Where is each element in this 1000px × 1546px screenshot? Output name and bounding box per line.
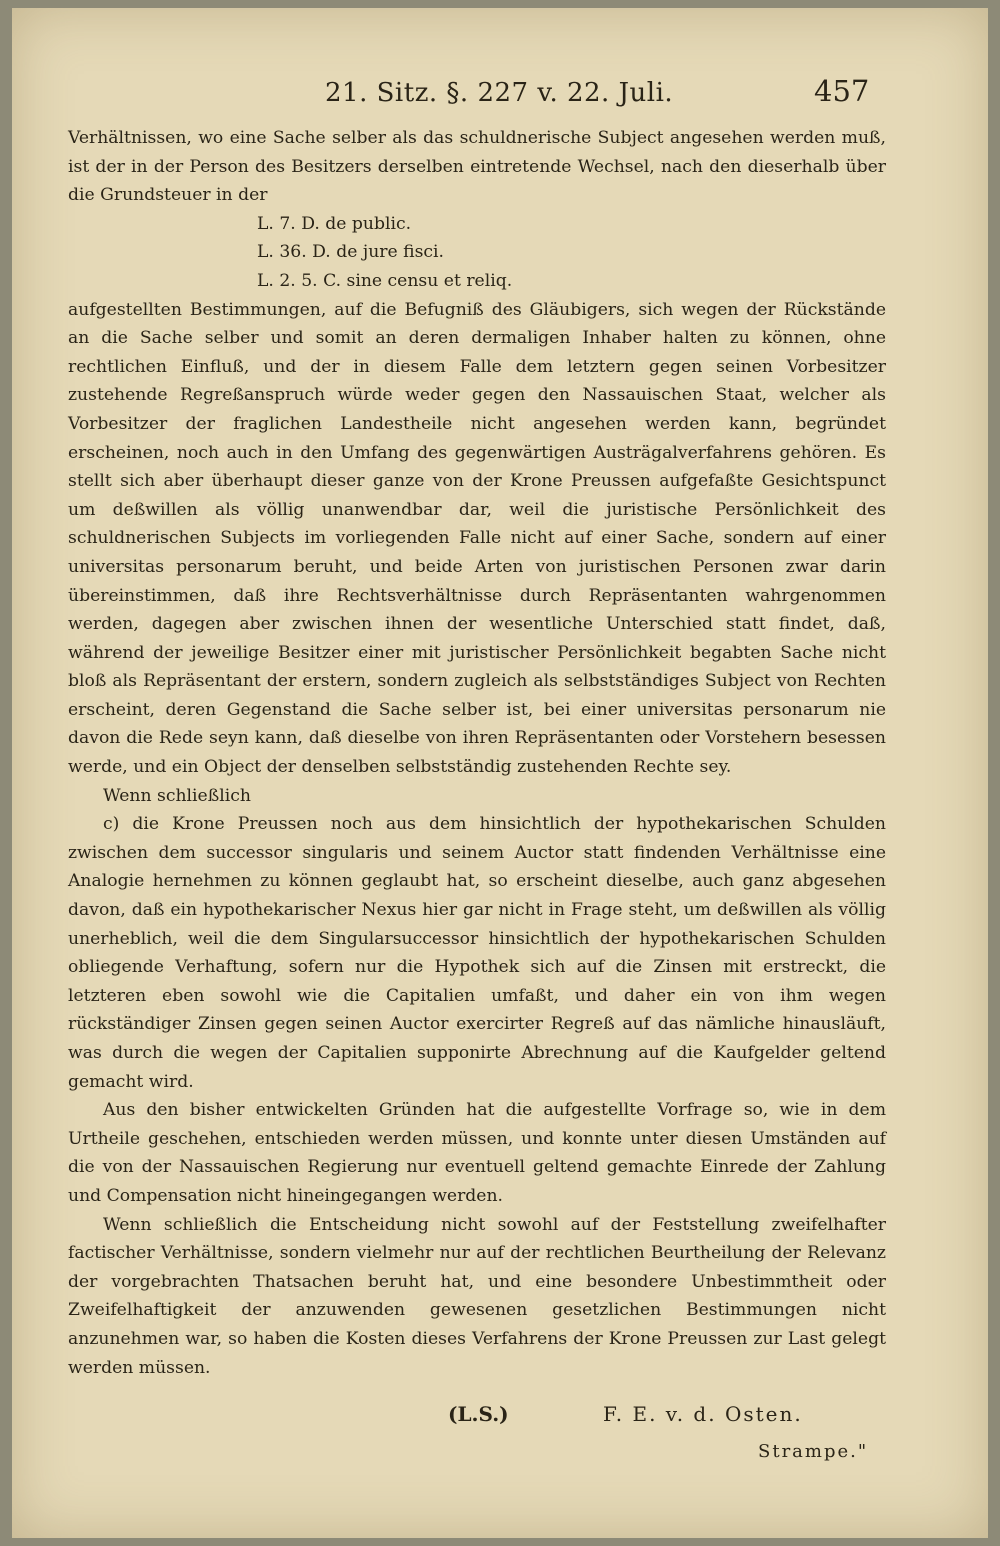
paragraph-2: aufgestellten Bestimmungen, auf die Befugniß des Gläubigers, sich wegen der Rückstände an die Sache selber und somit an deren dermaligen Inhaber halten zu können, ohne rechtlichen Einfluß, und der in diesem Falle dem letztern gegen seinen Vorbesitzer zustehende Regreßanspruch würde weder gegen den Nassauischen Staat, welcher als Vorbesitzer der fraglichen Landestheile nicht angesehen werden kann, begründet erscheinen, noch auch in den Umfang des gegenwärtigen Austrägalverfahrens gehören. Es stellt sich aber überhaupt dieser ganze von der Krone Preussen aufgefaßte Gesichtspunct um deßwillen als völlig unanwendbar dar, weil die juristische Persönlichkeit des schuldnerischen Subjects im vorliegenden Falle nicht auf einer Sache, sondern auf einer universitas personarum beruht, und beide Arten von juristischen Personen zwar darin übereinstimmen, daß ihre Rechtsverhältnisse durch Repräsentanten wahrgenommen werden, dagegen aber zwischen ihnen der wesentliche Unterschied statt findet, daß, während der jeweilige Besitzer einer mit juristischer Persönlichkeit begabten Sache nicht bloß als Repräsentant der erstern, sondern zugleich als selbstständiges Subject von Rechten erscheint, deren Gegenstand die Sache selber ist, bei einer universitas personarum nie davon die Rede seyn kann, daß dieselbe von ihren Repräsentanten oder Vorstehern besessen werde, und ein Object der denselben selbstständig zustehenden Rechte sey. <box>68 299 886 778</box>
signer-name: F. E. v. d. Osten. <box>603 1402 803 1427</box>
page-number: 457 <box>814 74 870 108</box>
citation-3: L. 2. 5. C. sine censu et reliq. <box>257 270 513 291</box>
cosigner-name: Strampe." <box>758 1441 869 1463</box>
paragraph-3: Wenn schließlich <box>103 785 251 806</box>
signature-block <box>68 1390 886 1463</box>
paragraph-4: c) die Krone Preussen noch aus dem hinsichtlich der hypothekarischen Schulden zwischen dem successor singularis und seinem Auctor statt findenden Verhältnisse eine Analogie hernehmen zu können geglaubt hat, so erscheint dieselbe, auch ganz abgesehen davon, daß ein hypothekarischer Nexus hier gar nicht in Frage steht, um deßwillen als völlig unerheblich, weil die dem Singularsuccessor hinsichtlich der hypothekarischen Schulden obliegende Verhaftung, sofern nur die Hypothek sich auf die Zinsen mit erstreckt, die letzteren eben sowohl wie die Capitalien umfaßt, und daher ein von ihm wegen rückständiger Zinsen gegen seinen Auctor exercirter Regreß auf das nämliche hinausläuft, was durch die wegen der Capitalien supponirte Abrechnung auf die Kaufgelder geltend gemacht wird. <box>68 814 886 1092</box>
paragraph-5: Aus den bisher entwickelten Gründen hat die aufgestellte Vorfrage so, wie in dem Urtheile geschehen, entschieden werden müssen, und konnte unter diesen Umständen auf die von der Nassauischen Regierung nur eventuell geltend gemachte Einrede der Zahlung und Compensation nicht hineingegangen werden. <box>68 1100 886 1206</box>
seal-mark: (L.S.) <box>448 1402 509 1427</box>
book-page <box>12 8 988 1538</box>
body-text <box>68 124 886 1463</box>
citation-list <box>257 210 886 296</box>
citation-2: L. 36. D. de jure fisci. <box>257 242 444 263</box>
citation-1: L. 7. D. de public. <box>257 213 412 234</box>
running-title: 21. Sitz. §. 227 v. 22. Juli. <box>325 78 674 108</box>
paragraph-1: Verhältnissen, wo eine Sache selber als das schuldnerische Subject angesehen werden muß, ist der in der Person des Besitzers derselben eintretende Wechsel, nach den dieserhalb über die Grundsteuer in der <box>68 128 886 206</box>
paragraph-6: Wenn schließlich die Entscheidung nicht sowohl auf der Feststellung zweifelhafter factischer Verhältnisse, sondern vielmehr nur auf der rechtlichen Beurtheilung der Relevanz der vorgebrachten Thatsachen beruht hat, und eine besondere Unbestimmtheit oder Zweifelhaftigkeit der anzuwenden gewesenen gesetzlichen Bestimmungen nicht anzunehmen war, so haben die Kosten dieses Verfahrens der Krone Preussen zur Last gelegt werden müssen. <box>68 1214 886 1378</box>
page-header <box>12 72 988 112</box>
